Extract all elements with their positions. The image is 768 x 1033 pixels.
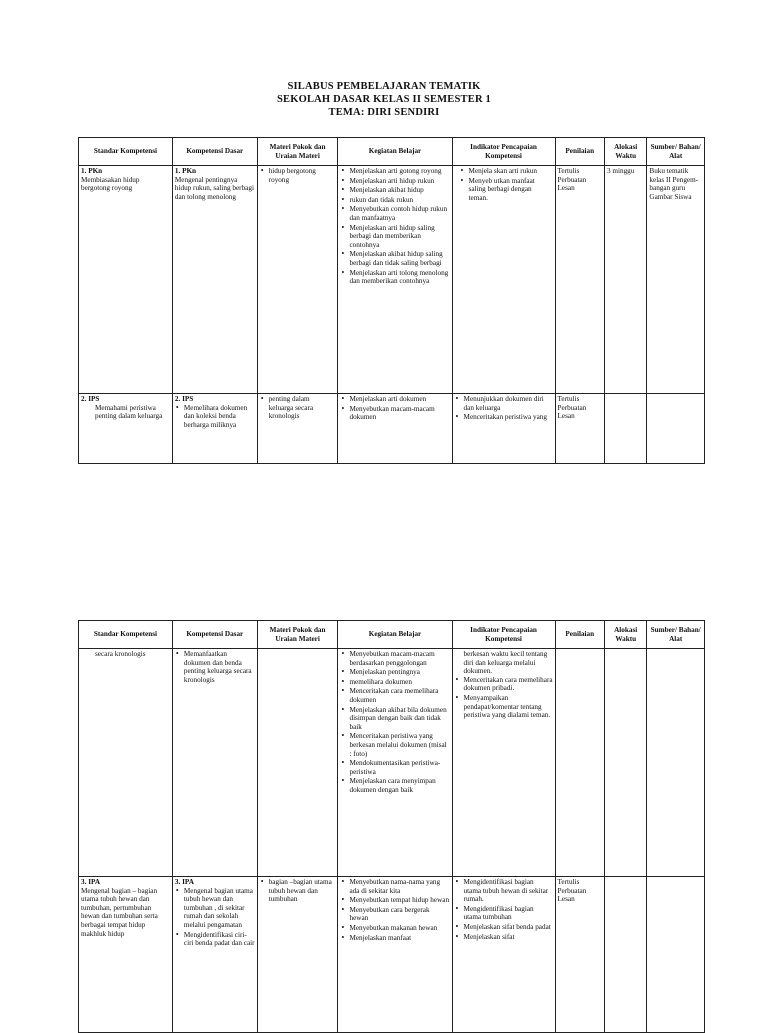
col-header: Indikator Pencapaian Kompetensi: [452, 138, 555, 166]
sk-text: Membiasakan hidup bergotong royong: [81, 175, 140, 193]
col-header: Materi Pokok dan Uraian Materi: [257, 621, 338, 649]
list-item: • Menjelaskan arti hidup saling berbagi dan memberikan contohnya: [349, 224, 449, 250]
kd-cell: [172, 166, 257, 394]
list-item: • Menceritakan peristiwa yang: [464, 413, 553, 422]
list-item: • Menyebutkan contoh hidup rukun dan manfaatnya: [349, 205, 449, 222]
sumber-cell: [647, 394, 705, 464]
table-header-row: [79, 621, 705, 649]
penilaian-cell: Tertulis Perbuatan Lesan: [555, 166, 604, 394]
sk-subject: 2. IPS: [81, 395, 100, 403]
list-item: • Menceritakan peristiwa yang berkesan melalui dokumen (misal : foto): [349, 732, 449, 758]
list-item: • Menjelaskan sifat: [464, 933, 553, 942]
list-item: • Menceritakan cara memelihara dokumen: [349, 687, 449, 704]
list-item: • Menyebutkan tempat hidup hewan: [349, 896, 449, 905]
list-item: • bagian –bagian utama tubuh hewan dan tumbuhan: [269, 878, 336, 904]
list-item: • Menyebutkan cara bergerak hewan: [349, 906, 449, 923]
list-item: • Menjelaskan akibat hidup saling berbagi dan tidak saling berbagi: [349, 250, 449, 267]
alokasi-cell: [605, 877, 647, 1033]
list-item: • Mendokumentasikan peristiwa-peristiwa: [349, 759, 449, 776]
indikator-continuation: berkesan waktu kecil tentang diri dan keluarga melalui dokumen.: [463, 650, 548, 676]
sk-text: Memahami peristiwa penting dalam keluarga: [95, 403, 163, 421]
sk-subject: 3. IPA: [81, 878, 101, 886]
materi-cell: [257, 166, 338, 394]
col-header: Indikator Pencapaian Kompetensi: [452, 621, 555, 649]
list-item: • Mengidentifikasi ciri-ciri benda padat dan cair: [184, 931, 255, 948]
list-item: • memelihara dokumen: [349, 678, 449, 687]
materi-cell: [257, 877, 338, 1033]
col-header: Sumber/ Bahan/ Alat: [647, 138, 705, 166]
alokasi-cell: [605, 649, 647, 877]
col-header: Kegiatan Belajar: [338, 621, 452, 649]
col-header: Alokasi Waktu: [605, 621, 647, 649]
list-item: • Mengidentifikasi bagian utama tubuh hewan di sekitar rumah.: [464, 878, 553, 904]
list-item: • Menjelaskan arti tolong menolong dan memberikan contohnya: [349, 269, 449, 286]
syllabus-table-page-2: [78, 620, 705, 1033]
col-header: Standar Kompetensi: [79, 621, 173, 649]
penilaian-cell: Tertulis Perbuatan Lesan: [555, 394, 604, 464]
list-item: • Mengenal bagian utama tubuh hewan dan tumbuhan , di sekitar rumah dan sekolah melalui pengamatan: [184, 887, 255, 930]
indikator-cell: [452, 394, 555, 464]
col-header: Kompetensi Dasar: [172, 621, 257, 649]
sk-cell: [79, 649, 173, 877]
kd-text: Mengenal pentingnya hidup rukun, saling berbagi dan tolong menolong: [174, 175, 254, 201]
list-item: • penting dalam keluarga secara kronologis: [269, 395, 336, 421]
kd-subject: 2. IPS: [174, 395, 194, 403]
col-header: Standar Kompetensi: [79, 138, 173, 166]
kegiatan-cell: [338, 394, 452, 464]
kegiatan-cell: [338, 877, 452, 1033]
col-header: Penilaian: [555, 138, 604, 166]
list-item: • Menyebutkan makanan hewan: [349, 924, 449, 933]
kd-cell: [172, 394, 257, 464]
list-item: • Menjelaskan manfaat: [349, 934, 449, 943]
penilaian-cell: [555, 649, 604, 877]
list-item: • Menjelaskan arti gotong royong: [349, 167, 449, 176]
indikator-cell: [452, 166, 555, 394]
sumber-cell: Buku tematik kelas II Pengem-bangan guru Gambar Siswa: [647, 166, 705, 394]
list-item: • Menunjukkan dokumen diri dan keluarga: [464, 395, 553, 412]
sk-subject: 1. PKn: [81, 167, 103, 175]
sk-cell: [79, 394, 173, 464]
table-header-row: [79, 138, 705, 166]
sk-cell: [79, 166, 173, 394]
sk-cell: [79, 877, 173, 1033]
list-item: • Menjelaskan arti hidup rukun: [349, 177, 449, 186]
list-item: • Menyebutkan macam-macam berdasarkan penggolongan: [349, 650, 449, 667]
list-item: • rukun dan tidak rukun: [349, 196, 449, 205]
indikator-cell: [452, 877, 555, 1033]
sumber-cell: [647, 877, 705, 1033]
kegiatan-cell: [338, 649, 452, 877]
list-item: • Memanfaatkan dokumen dan benda penting keluarga secara kronologis: [184, 650, 255, 684]
table-row: [79, 394, 705, 464]
title-line-3: TEMA: DIRI SENDIRI: [328, 107, 440, 118]
list-item: • Menyebutkan macam-macam dokumen: [349, 405, 449, 422]
col-header: Sumber/ Bahan/ Alat: [647, 621, 705, 649]
list-item: • Menjelaskan arti dokumen: [349, 395, 449, 404]
materi-cell: [257, 649, 338, 877]
list-item: • hidup bergotong royong: [269, 167, 336, 184]
list-item: • Menyeb utkan manfaat saling berbagi dengan teman.: [469, 177, 553, 203]
list-item: • Menceritakan cara memelihara dokumen pribadi.: [464, 676, 553, 693]
document-title-block: [0, 80, 768, 119]
col-header: Kompetensi Dasar: [172, 138, 257, 166]
kd-cell: [172, 877, 257, 1033]
indikator-cell: [452, 649, 555, 877]
kd-subject: 1. PKn: [174, 167, 197, 175]
kd-subject: 3. IPA: [174, 878, 194, 886]
materi-cell: [257, 394, 338, 464]
sumber-cell: [647, 649, 705, 877]
sk-text: Mengenal bagian – bagian utama tubuh hewan dan tumbuhan, pertumbuhan hewan dan tumbuhan serta berbagai tempat hidup makhluk hidup: [81, 886, 158, 938]
list-item: • Menjela skan arti rukun: [469, 167, 553, 176]
sk-text: secara kronologis: [95, 650, 146, 658]
penilaian-cell: Tertulis Perbuatan Lesan: [555, 877, 604, 1033]
kd-cell: [172, 649, 257, 877]
alokasi-cell: 3 minggu: [605, 166, 647, 394]
col-header: Alokasi Waktu: [605, 138, 647, 166]
list-item: • Menjelaskan pentingnya: [349, 668, 449, 677]
col-header: Penilaian: [555, 621, 604, 649]
list-item: • Menjelaskan akibat hidup: [349, 186, 449, 195]
list-item: • Menjelaskan sifat benda padat: [464, 923, 553, 932]
title-line-2: SEKOLAH DASAR KELAS II SEMESTER 1: [276, 94, 492, 105]
table-row: [79, 649, 705, 877]
list-item: • Menjelaskan akibat bila dokumen disimpan dengan baik dan tidak baik: [349, 706, 449, 732]
alokasi-cell: [605, 394, 647, 464]
col-header: Materi Pokok dan Uraian Materi: [257, 138, 338, 166]
table-row: [79, 166, 705, 394]
list-item: • Mengidentifikasi bagian utama tumbuhan: [464, 905, 553, 922]
syllabus-table-page-1: [78, 137, 705, 464]
col-header: Kegiatan Belajar: [338, 138, 452, 166]
list-item: • Menyebutkan nama-nama yang ada di sekitar kita: [349, 878, 449, 895]
title-line-1: SILABUS PEMBELAJARAN TEMATIK: [287, 81, 481, 92]
list-item: • Memelihara dokumen dan koleksi benda berharga miliknya: [184, 404, 255, 430]
table-row: [79, 877, 705, 1033]
kegiatan-cell: [338, 166, 452, 394]
list-item: • Menjelaskan cara menyimpan dokumen dengan baik: [349, 777, 449, 794]
list-item: • Menyampaikan pendapat/komentar tentang peristiwa yang dialami teman.: [464, 694, 553, 720]
